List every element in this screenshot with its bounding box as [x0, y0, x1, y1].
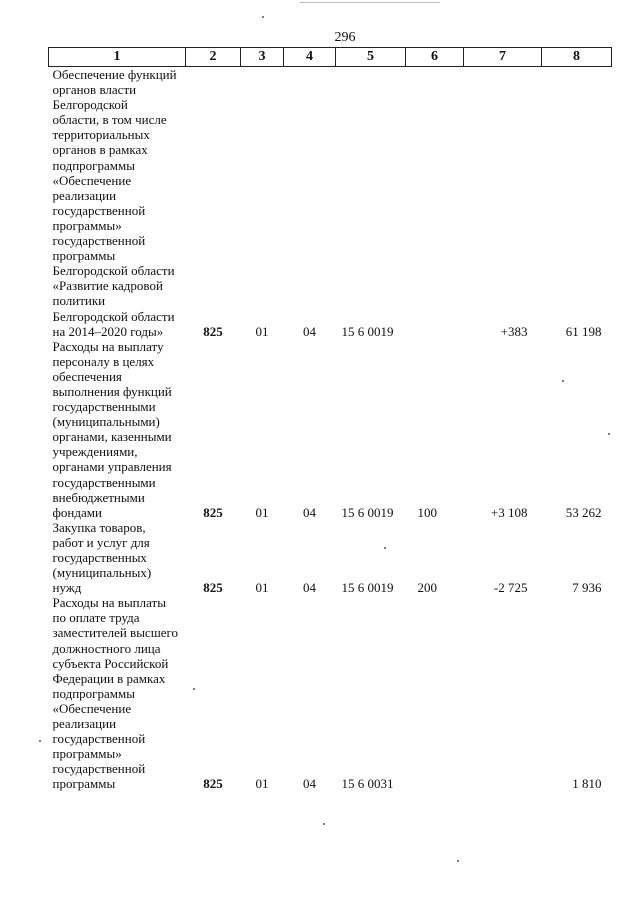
description-line: программы»: [52, 746, 122, 762]
description-line: территориальных: [52, 127, 150, 143]
scan-speck: [608, 433, 610, 435]
description-line: фондами: [52, 504, 102, 520]
row-description: [49, 520, 186, 595]
section-code: 01: [255, 776, 269, 792]
column-header: 5: [336, 48, 406, 67]
description-line: персоналу в целях: [52, 353, 155, 369]
description-line: органами, казенными: [52, 429, 172, 445]
scan-edge-line: [300, 2, 440, 3]
description-line: «Обеспечение: [52, 172, 132, 188]
description-line: (муниципальными): [52, 414, 160, 430]
subsection-code: 04: [303, 580, 316, 596]
change-amount: +3 108: [490, 504, 528, 520]
total-amount: 7 936: [572, 580, 602, 596]
description-line: области, в том числе: [52, 112, 167, 128]
subsection-code: 04: [303, 323, 316, 339]
description-line: Закупка товаров,: [52, 519, 146, 535]
description-line: обеспечения: [52, 368, 122, 384]
scan-speck: [384, 547, 386, 549]
scan-speck: [457, 860, 459, 862]
table-row: [49, 595, 612, 791]
description-line: Белгородской области: [52, 263, 175, 279]
description-line: Обеспечение функций: [52, 67, 177, 82]
description-line: государственными: [52, 399, 156, 415]
description-line: Федерации в рамках: [52, 670, 166, 686]
scan-speck: [323, 823, 325, 825]
page-number: 296: [334, 30, 356, 45]
ministry-code: 825: [203, 504, 223, 520]
description-line: подпрограммы: [52, 157, 135, 173]
target-article: 15 6 0019: [341, 504, 394, 520]
table-row: [49, 520, 612, 595]
description-line: реализации: [52, 716, 117, 732]
column-header: 4: [284, 48, 336, 67]
total-amount: 53 262: [565, 504, 602, 520]
budget-table: [48, 47, 612, 792]
ministry-code: 825: [203, 323, 223, 339]
description-line: политики: [52, 293, 106, 309]
target-article: 15 6 0019: [341, 580, 394, 596]
section-code: 01: [255, 504, 269, 520]
row-description: [49, 67, 186, 339]
change-amount: [464, 595, 542, 791]
description-line: работ и услуг для: [52, 534, 150, 550]
description-line: органами управления: [52, 459, 172, 475]
column-header: 3: [241, 48, 284, 67]
section-code: 01: [255, 323, 269, 339]
total-amount: 1 810: [572, 776, 602, 792]
table-row: [49, 339, 612, 520]
description-line: «Обеспечение: [52, 700, 132, 716]
description-line: государственной: [52, 731, 146, 747]
scan-speck: [562, 380, 564, 382]
ministry-code: 825: [203, 776, 223, 792]
subsection-code: 04: [303, 776, 316, 792]
description-line: субъекта Российской: [52, 655, 169, 671]
subsection-code: 04: [303, 504, 316, 520]
description-line: внебюджетными: [52, 489, 145, 505]
description-line: Расходы на выплаты: [52, 595, 166, 611]
expense-type: [406, 67, 464, 339]
section-code: 01: [255, 580, 269, 596]
description-line: должностного лица: [52, 640, 161, 656]
column-header: 1: [49, 48, 186, 67]
description-line: заместителей высшего: [52, 625, 178, 641]
scan-speck: [193, 688, 195, 690]
description-line: программы: [52, 248, 116, 264]
description-line: государственной: [52, 202, 146, 218]
description-line: подпрограммы: [52, 685, 135, 701]
scan-speck: [39, 740, 41, 742]
description-line: Расходы на выплату: [52, 338, 164, 354]
description-line: органов в рамках: [52, 142, 148, 158]
description-line: нужд: [52, 580, 82, 596]
description-line: Белгородской: [52, 97, 128, 113]
total-amount: 61 198: [565, 323, 602, 339]
change-amount: +383: [500, 323, 528, 339]
target-article: 15 6 0031: [341, 776, 394, 792]
ministry-code: 825: [203, 580, 223, 596]
row-description: [49, 339, 186, 520]
expense-type: [406, 595, 464, 791]
change-amount: -2 725: [493, 580, 528, 596]
description-line: государственной: [52, 761, 146, 777]
header-row: [49, 48, 612, 67]
table-row: [49, 67, 612, 339]
description-line: государственных: [52, 550, 147, 565]
description-line: (муниципальных): [52, 565, 152, 581]
scan-speck: [262, 16, 264, 18]
description-line: на 2014–2020 годы»: [52, 323, 164, 339]
description-line: выполнения функций: [52, 383, 172, 399]
column-header: 2: [186, 48, 241, 67]
expense-type: 100: [417, 504, 437, 520]
table-body: [49, 67, 612, 792]
column-header: 8: [542, 48, 612, 67]
description-line: реализации: [52, 187, 117, 203]
expense-type: 200: [417, 580, 437, 596]
description-line: государственными: [52, 474, 156, 490]
column-header: 6: [406, 48, 464, 67]
row-description: [49, 595, 186, 791]
column-header: 7: [464, 48, 542, 67]
description-line: программы»: [52, 217, 122, 233]
description-line: по оплате труда: [52, 610, 140, 626]
description-line: Белгородской области: [52, 308, 175, 324]
description-line: «Развитие кадровой: [52, 278, 163, 294]
description-line: государственной: [52, 233, 146, 249]
description-line: программы: [52, 776, 116, 792]
target-article: 15 6 0019: [341, 323, 394, 339]
description-line: органов власти: [52, 82, 137, 98]
description-line: учреждениями,: [52, 444, 138, 460]
